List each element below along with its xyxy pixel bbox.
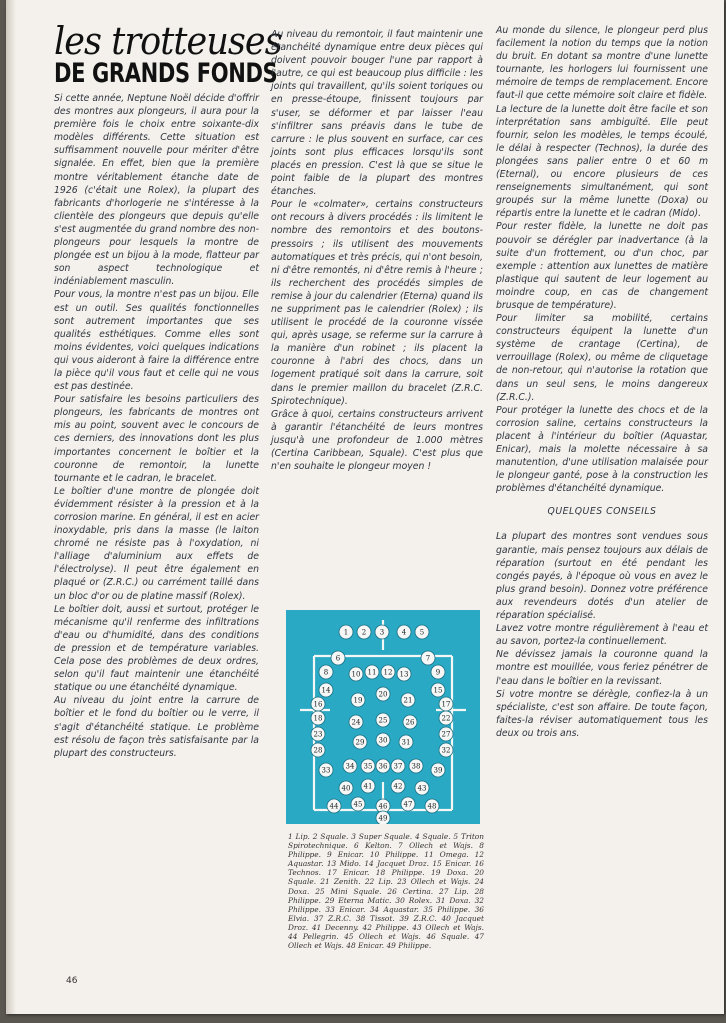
watch-number: 11	[367, 668, 377, 677]
paragraph: Si votre montre se dérègle, confiez-la à un spécialiste, c'est son affaire. De toute façon, faites-la réviser automatiquement tous les deux ou trois ans.	[496, 688, 708, 739]
watch-number: 38	[411, 762, 421, 771]
magazine-page	[6, 0, 724, 1014]
paragraph: Pour limiter sa mobilité, certains constructeurs équipent la lunette d'un système de crantage (Certina), de verrouillage (Rolex), ou même de cliquetage de non-retour, qui n'autorise la rotation que dans un seul sens, le moins dangereux (Z.R.C.).	[496, 313, 708, 403]
watch-number: 6	[335, 654, 341, 663]
watches-illustration	[286, 610, 480, 824]
watch-number: 1	[343, 628, 349, 637]
paragraph: Pour rester fidèle, la lunette ne doit pas pouvoir se dérégler par inadvertance (à la suite d'un frottement, ou d'un choc, par exemple : attention aux lunettes de matière plastique qui sautent de leur logement au moindre coup, en cas de changement brusque de température).	[496, 221, 708, 311]
paragraph: Le boîtier doit, aussi et surtout, protéger le mécanisme qu'il renferme des infiltrations d'eau ou d'humidité, dans des conditions de pression et de température variables. Cela pose des problèmes de deux ordres, selon qu'il faut maintenir une étanchéité statique ou une étanchéité dynamique.	[54, 603, 259, 694]
watch-number: 4	[401, 628, 407, 637]
watch-number: 17	[441, 700, 451, 709]
watch-number: 22	[441, 714, 451, 723]
watch-number: 8	[323, 668, 329, 677]
watch-number: 16	[313, 700, 323, 709]
paragraph: Le boîtier d'une montre de plongée doit évidemment résister à la pression et à la corrosion marine. En général, il est en acier inoxydable, pris dans la masse (le laiton chromé ne résiste pas à l'oxydation, ni l'alliage d'aluminium aux effets de l'électrolyse). Il peut être également en plaqué or (Z.R.C.) ou carrément taillé dans un bloc d'or ou de platine massif (Rolex).	[54, 485, 259, 602]
watch-number: 21	[403, 696, 413, 705]
paragraph: Au niveau du joint entre la carrure de boîtier et le fond du boîtier ou le verre, il s'agit d'étanchéité statique. Le problème est résolu de façon très satisfaisante par la plupart des constructeurs.	[54, 695, 259, 759]
watch-number: 37	[393, 762, 403, 771]
watch-number: 34	[345, 762, 355, 771]
column-2	[271, 28, 483, 473]
paragraph: Pour vous, la montre n'est pas un bijou. Elle est un outil. Ses qualités fonctionnelles sont autrement importantes que ses qualités esthétiques. Comme elles sont moins évidentes, voici quelques indications qui vous aideront à faire la différence entre la pièce qu'il vous faut et celle qui ne vous est pas destinée.	[54, 289, 259, 393]
watch-number: 42	[393, 782, 403, 791]
watch-number: 30	[378, 736, 388, 745]
watch-number: 44	[329, 802, 339, 811]
watch-number: 32	[441, 746, 451, 755]
watch-number: 24	[351, 718, 361, 727]
watch-number: 45	[353, 800, 363, 809]
watch-number: 36	[378, 762, 388, 771]
page-number: 46	[66, 976, 78, 986]
watch-number: 40	[341, 784, 351, 793]
paragraph: Si cette année, Neptune Noël décide d'offrir des montres aux plongeurs, il aura pour la première fois le choix entre soixante-dix modèles différents. Cette situation est suffisamment nouvelle pour mériter d'être signalée. En effet, bien que la première montre véritablement étanche date de 1926 (c'était une Rolex), la plupart des fabricants d'horlogerie ne s'intéresse à la clientèle des plongeurs que depuis qu'elle s'est augmentée du grand nombre des non-plongeurs pour lesquels la montre de plongée est un bijou à la mode, flatteur par son aspect technologique et indéniablement masculin.	[54, 93, 259, 288]
watch-number: 43	[417, 784, 427, 793]
watch-number: 14	[321, 686, 331, 695]
title-script: les trotteuses	[54, 19, 282, 63]
section-heading: QUELQUES CONSEILS	[547, 506, 657, 518]
watch-number: 26	[405, 718, 415, 727]
watch-number: 20	[378, 690, 388, 699]
watch-number: 9	[435, 668, 441, 677]
watches-photo	[286, 610, 480, 824]
watch-number: 35	[363, 762, 373, 771]
column-3	[496, 24, 708, 740]
watch-number: 31	[401, 738, 411, 747]
watch-number: 7	[425, 654, 431, 663]
paragraph: Au monde du silence, le plongeur perd plus facilement la notion du temps que la notion du bruit. En dotant sa montre d'une lunette tournante, les horlogers lui fournissent une mémoire de temps de remplacement. Encore faut-il que cette mémoire soit claire et fidèle.	[496, 25, 708, 102]
watch-number: 13	[399, 670, 409, 679]
paragraph: Au niveau du remontoir, il faut maintenir une étanchéité dynamique entre deux pièces qui doivent pouvoir bouger l'une par rapport à l'autre, ce qui est beaucoup plus difficile : les joints qui travaillent, qu'ils soient toriques ou en presse-étoupe, finissent toujours par s'user, se déformer et par laisser l'eau s'infiltrer sans préavis dans le tube de carrure : le plus souvent en surface, car ces joints sont plus efficaces lorsqu'ils sont placés en pression. C'est là que se situe le point faible de la plupart des montres étanches.	[271, 29, 483, 198]
watch-number: 5	[419, 628, 425, 637]
watch-number: 27	[441, 730, 451, 739]
watch-number: 23	[313, 730, 323, 739]
paragraph: Grâce à quoi, certains constructeurs arrivent à garantir l'étanchéité de leurs montres jusqu'à une profondeur de 1.000 mètres (Certina Caribbean, Squale). C'est plus que n'en souhaite le plongeur moyen !	[271, 408, 483, 473]
paragraph: La lecture de la lunette doit être facile et son interprétation sans ambiguïté. Elle peut fournir, selon les modèles, le temps écoulé, le délai à respecter (Technos), la durée des plongées sans palier entre 0 et 60 m (Eternal), ou encore plusieurs de ces renseignements simultanément, qui sont groupés sur la même lunette (Doxa) ou répartis entre la lunette et le cadran (Mido).	[496, 103, 708, 220]
watch-number: 10	[351, 670, 361, 679]
watch-number: 29	[355, 738, 365, 747]
paragraph: La plupart des montres sont vendues sous garantie, mais pensez toujours aux délais de réparation (surtout en été pendant les congés payés, à l'époque où vous en avez le plus grand besoin). Donnez votre préférence aux revendeurs dotés d'un atelier de réparation spécialisé.	[496, 531, 708, 622]
paragraph: Pour satisfaire les besoins particuliers des plongeurs, les fabricants de montres ont mis au point, souvent avec le concours de ces derniers, des innovations dont les plus importantes concernent le boîtier et la couronne de remontoir, la lunette tournante et le cadran, le bracelet.	[54, 394, 259, 484]
column-1	[54, 19, 282, 760]
watch-number: 15	[433, 686, 443, 695]
watch-number: 18	[313, 714, 323, 723]
watch-number: 19	[353, 696, 363, 705]
watch-number: 12	[383, 668, 393, 677]
watch-number: 46	[378, 802, 388, 811]
watch-number: 3	[379, 628, 385, 637]
paragraph: Pour le «colmater», certains constructeurs ont recours à divers procédés : ils limitent le nombre des remontoirs et des boutons-pressoirs ; ils utilisent des mouvements automatiques et très précis, qui n'ont besoin, ni d'être remontés, ni d'être remis à l'heure ; ils recherchent des procédés simples de remise à jour du calendrier (Eterna) quand ils ne suppriment pas le calendrier (Rolex) ; ils utilisent le procédé de la couronne vissée qui, après usage, se referme sur la carrure à la manière d'un robinet ; ils placent la couronne à l'abri des chocs, dans un logement pratiqué soit dans la carrure, soit dans le premier maillon du bracelet (Z.R.C. Spirotechnique).	[271, 199, 483, 407]
watch-number: 47	[403, 800, 413, 809]
paragraph: Pour protéger la lunette des chocs et de la corrosion saline, certains constructeurs la placent à l'intérieur du boîtier (Aquastar, Enicar), mais la molette nécessaire à sa manutention, d'une utilisation malaisée pour le plongeur ganté, pose à la construction les problèmes d'étanchéité dynamique.	[496, 404, 708, 495]
title-block: DE GRANDS FONDS	[54, 58, 278, 89]
paragraph: Lavez votre montre régulièrement à l'eau et au savon, portez-la continuellement.	[496, 623, 708, 648]
watch-number: 2	[361, 628, 367, 637]
photo-caption: 1 Lip. 2 Squale. 3 Super Squale. 4 Squale. 5 Triton Spirotechnique. 6 Kelton. 7 Ollech et Wajs. 8 Philippe. 9 Enicar. 10 Philippe. 11 Omega. 12 Aquastar. 13 Mido. 14 Jacquet Droz. 15 Enicar. 16 Technos. 17 Enicar. 18 Philippe. 19 Doxa. 20 Squale. 21 Zenith. 22 Lip. 23 Ollech et Wajs. 24 Doxa. 25 Mini Squale. 26 Certina. 27 Lip. 28 Philippe. 29 Eterna Matic. 30 Rolex. 31 Doxa. 32 Philippe. 33 Enicar. 34 Aquastar. 35 Philippe. 36 Elvia. 37 Z.R.C. 38 Tissot. 39 Z.R.C. 40 Jacquet Droz. 41 Decenny. 42 Philippe. 43 Ollech et Wajs. 44 Pellegrin. 45 Ollech et Wajs. 46 Squale. 47 Ollech et Wajs. 48 Enicar. 49 Philippe.	[288, 832, 484, 951]
watch-number: 48	[427, 802, 437, 811]
watch-number: 49	[378, 814, 388, 823]
watch-number: 25	[378, 716, 388, 725]
watch-number: 41	[363, 782, 373, 791]
watch-number: 33	[321, 766, 331, 775]
watch-number: 39	[433, 766, 443, 775]
watch-number: 28	[313, 746, 323, 755]
paragraph: Ne dévissez jamais la couronne quand la montre est mouillée, vous feriez pénétrer de l'eau dans le boîtier en la revissant.	[496, 649, 708, 687]
